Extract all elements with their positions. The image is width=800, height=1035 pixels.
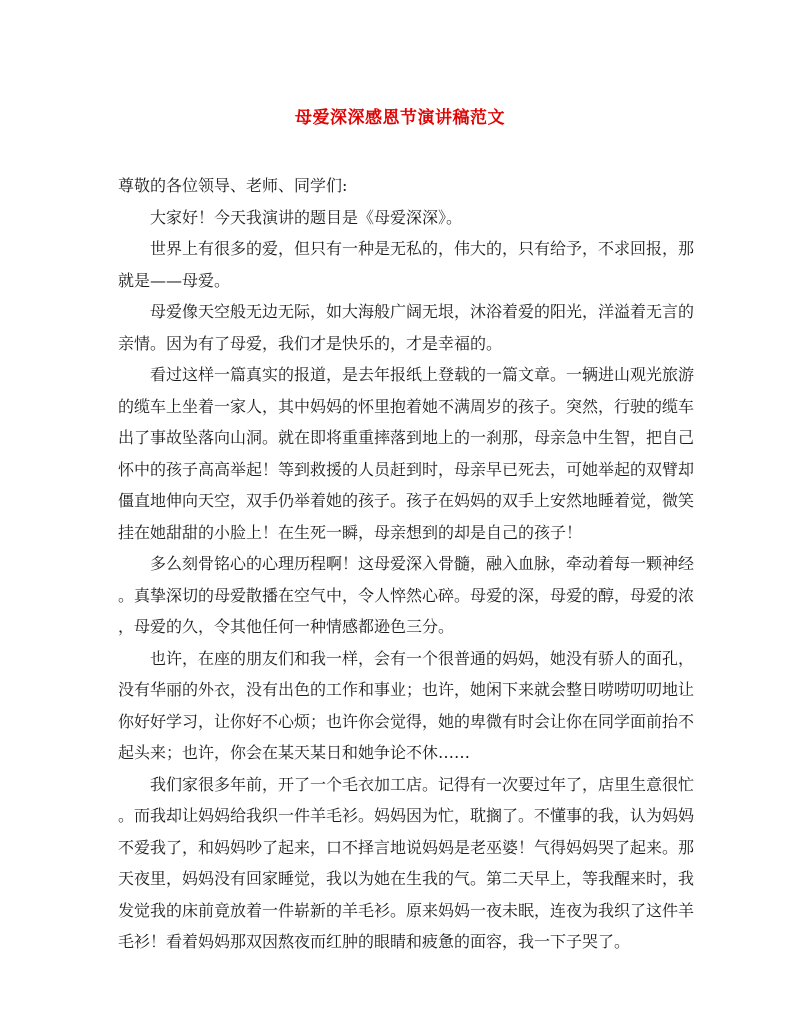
document-body — [118, 170, 695, 958]
paragraph-line: 大家好！今天我演讲的题目是《母爱深深》。 — [150, 207, 463, 227]
paragraph-line: 发觉我的床前竟放着一件崭新的羊毛衫。原来妈妈一夜未眠，连夜为我织了这件羊 — [118, 900, 695, 920]
paragraph-line: 毛衫！看着妈妈那双因熬夜而红肿的眼睛和疲惫的面容，我一下子哭了。 — [118, 932, 631, 951]
paragraph-line: 世界上有很多的爱，但只有一种是无私的，伟大的，只有给予，不求回报，那 — [150, 239, 695, 258]
paragraph-line: 天夜里，妈妈没有回家睡觉，我以为她在生我的气。第二天早上，等我醒来时，我 — [118, 869, 695, 888]
paragraph-line: ，母爱的久，令其他任何一种情感都逊色三分。 — [118, 617, 455, 636]
paragraph — [118, 643, 695, 769]
paragraph — [118, 233, 695, 296]
paragraph-line: 的缆车上坐着一家人，其中妈妈的怀里抱着她不满周岁的孩子。突然，行驶的缆车 — [118, 396, 695, 416]
paragraph-line: 出了事故坠落向山洞。就在即将重重摔落到地上的一刹那，母亲急中生智，把自己 — [118, 428, 695, 447]
paragraph-line: 看过这样一篇真实的报道，是去年报纸上登载的一篇文章。一辆进山观光旅游 — [150, 365, 695, 384]
paragraph-line: 我们家很多年前，开了一个毛衣加工店。记得有一次要过年了，店里生意很忙 — [150, 774, 695, 794]
paragraph-line: 没有华丽的外衣，没有出色的工作和事业；也许，她闲下来就会整日唠唠叨叨地让 — [118, 680, 695, 699]
paragraph-line: 就是——母爱。 — [118, 270, 231, 290]
paragraph-line: 多么刻骨铭心的心理历程啊！这母爱深入骨髓，融入血脉，牵动着每一颗神经 — [150, 554, 695, 573]
paragraph-line: 不爱我了，和妈妈吵了起来，口不择言地说妈妈是老巫婆！气得妈妈哭了起来。那 — [118, 837, 695, 857]
paragraph-line: 母爱像天空般无边无际，如大海般广阔无垠，沐浴着爱的阳光，洋溢着无言的 — [150, 302, 695, 321]
paragraph-line: 。真挚深切的母爱散播在空气中，令人悴然心碎。母爱的深，母爱的醇，母爱的浓 — [118, 585, 695, 605]
paragraph-line: 也许，在座的朋友们和我一样，会有一个很普通的妈妈，她没有骄人的面孔， — [150, 648, 695, 668]
paragraph — [118, 548, 695, 643]
salutation: 尊敬的各位领导、老师、同学们: — [118, 176, 348, 195]
paragraph-list — [118, 202, 695, 958]
paragraph — [118, 202, 688, 234]
paragraph — [118, 769, 695, 958]
paragraph — [118, 359, 695, 548]
paragraph — [118, 296, 695, 359]
paragraph-line: 你好好学习，让你好不心烦；也许你会觉得，她的卑微有时会让你在同学面前抬不 — [118, 711, 695, 731]
paragraph-line: 起头来；也许，你会在某天某日和她争论不休…… — [118, 743, 471, 762]
document-title: 母爱深深感恩节演讲稿范文 — [295, 108, 505, 128]
paragraph-line: 怀中的孩子高高举起！等到救援的人员赶到时，母亲早已死去，可她举起的双臂却 — [118, 459, 695, 479]
paragraph-line: 亲情。因为有了母爱，我们才是快乐的，才是幸福的。 — [118, 333, 503, 353]
paragraph-line: 挂在她甜甜的小脸上！在生死一瞬，母亲想到的却是自己的孩子！ — [118, 522, 583, 542]
paragraph-line: 。而我却让妈妈给我织一件羊毛衫。妈妈因为忙，耽搁了。不懂事的我，认为妈妈 — [118, 806, 695, 825]
paragraph-line: 僵直地伸向天空，双手仍举着她的孩子。孩子在妈妈的双手上安然地睡着觉，微笑 — [118, 491, 695, 510]
